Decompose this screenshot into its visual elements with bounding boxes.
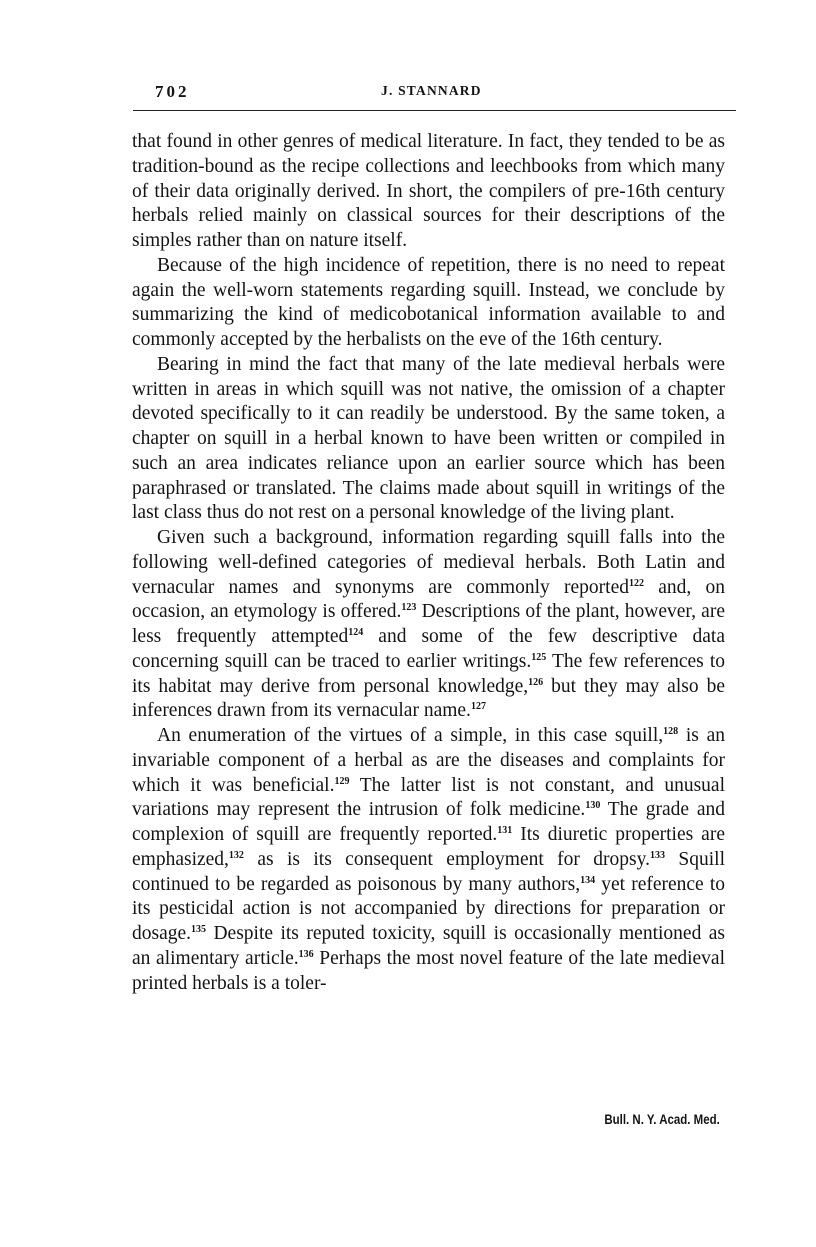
paragraph-text: that found in other genres of medical literature. In fact, they tended to be as tradition-bound as the recipe collections and leechbooks from which many of their data originally derived. In short, the compilers of pre-16th century herbals relied mainly on classical sources for their descriptions of the simples rather than on nature itself. <box>132 131 725 251</box>
paragraph <box>132 526 725 724</box>
footnote-ref: 132 <box>228 849 244 861</box>
footnote-ref: 126 <box>528 676 544 688</box>
header-rule <box>133 110 736 111</box>
paragraph-text: An enumeration of the virtues of a simple, in this case squill, <box>157 725 664 746</box>
paragraph-text: The grade and complexion of squill are frequently reported. <box>132 799 725 845</box>
footnote-ref: 128 <box>663 726 679 737</box>
footnote-ref: 131 <box>497 825 513 836</box>
paragraph-text: The latter list is not constant, and unusual variations may represent the intrusion of folk medicine. <box>132 774 725 821</box>
paragraph-text: Squill continued to be regarded as poisonous by many authors, <box>132 848 725 895</box>
journal-footer: Bull. N. Y. Acad. Med. <box>604 1112 720 1127</box>
running-head-author: J. STANNARD <box>381 83 482 98</box>
paragraph-text: Bearing in mind the fact that many of the late medieval herbals were written in areas in which squill was not native, the omission of a chapter devoted specifically to it can readily be understood. By the same token, a chapter on squill in a herbal known to have been written or compiled in such an area indicates reliance upon an earlier source which has been paraphrased or translated. The claims made about squill in writings of the last class thus do not rest on a personal knowledge of the living plant. <box>132 353 725 524</box>
footnote-ref: 124 <box>348 627 364 638</box>
paragraph-text: Its diuretic properties are emphasized, <box>132 824 725 870</box>
paragraph <box>132 130 725 254</box>
footnote-ref: 130 <box>585 800 601 812</box>
running-head <box>133 82 733 106</box>
paragraph-text: but they may also be inferences drawn from its vernacular name. <box>132 675 725 722</box>
paragraph-text: Despite its reputed toxicity, squill is occasionally mentioned as an alimentary article. <box>132 923 725 969</box>
paragraph-text: yet reference to its pesticidal action is not accompanied by directions for preparation or dosage. <box>132 873 725 944</box>
paragraph <box>132 724 725 996</box>
footnote-ref: 123 <box>401 602 417 614</box>
footnote-ref: 135 <box>191 924 207 935</box>
paragraph-text: and, on occasion, an etymology is offered. <box>132 576 725 623</box>
paragraph-text: Perhaps the most novel feature of the late medieval printed herbals is a toler- <box>132 947 726 994</box>
paragraph <box>132 353 725 526</box>
footnote-ref: 125 <box>531 651 547 663</box>
page-number: 702 <box>155 82 190 101</box>
paragraph-text: Descriptions of the plant, however, are less frequently attempted <box>132 601 725 647</box>
paragraph-text: and some of the few descriptive data concerning squill can be traced to earlier writings. <box>132 626 725 672</box>
paragraph-text: Because of the high incidence of repetition, there is no need to repeat again the well-worn statements regarding squill. Instead, we conclude by summarizing the kind of medicobotanical information available to and commonly accepted by the herbalists on the eve of the 16th century. <box>132 254 725 350</box>
footnote-ref: 122 <box>628 577 644 589</box>
paragraph-text: is an invariable component of a herbal as are the diseases and complaints for which it was beneficial. <box>132 725 725 796</box>
paragraph <box>132 254 725 353</box>
footnote-ref: 129 <box>334 775 350 787</box>
paragraph-text: as is its consequent employment for dropsy. <box>243 848 650 870</box>
paragraph-text: Given such a background, information regarding squill falls into the following well-defined categories of medieval herbals. Both Latin and vernacular names and synonyms are commonly reported <box>132 527 725 598</box>
footnote-ref: 136 <box>298 948 314 960</box>
footnote-ref: 127 <box>470 701 486 713</box>
footnote-ref: 133 <box>650 849 665 861</box>
footnote-ref: 134 <box>580 874 596 886</box>
article-body <box>132 130 725 996</box>
paragraph-text: The few references to its habitat may derive from personal knowledge, <box>132 650 725 697</box>
